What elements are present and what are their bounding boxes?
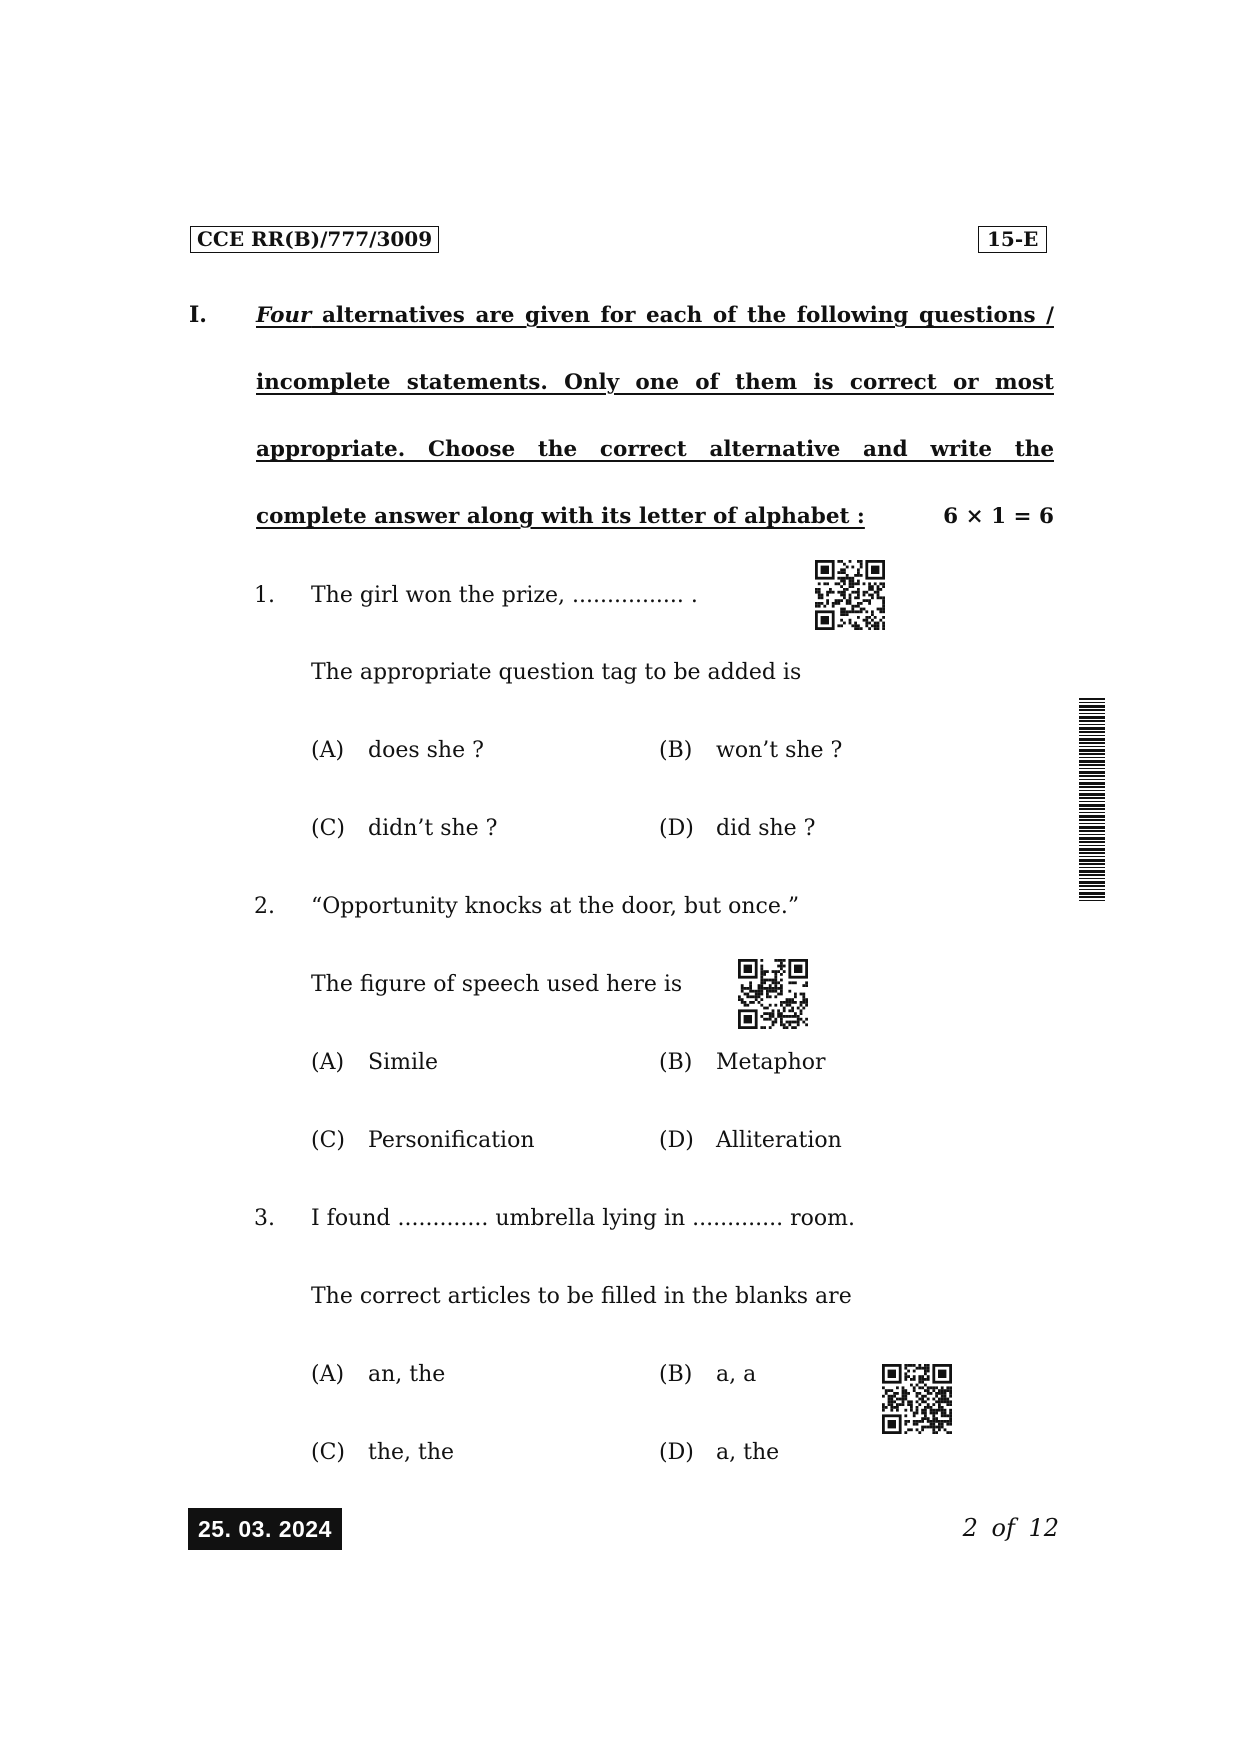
instruction-emphasis: Four — [256, 303, 312, 328]
question-3-number: 3. — [254, 1206, 275, 1231]
question-3-option-b-letter: (B) — [659, 1362, 693, 1387]
question-2-option-b: Metaphor — [716, 1050, 826, 1075]
question-2-option-c-letter: (C) — [311, 1128, 345, 1153]
question-1-option-b: won’t she ? — [716, 738, 843, 763]
qr-code-icon — [815, 560, 885, 630]
question-3-option-d: a, the — [716, 1440, 780, 1465]
question-3-option-c-letter: (C) — [311, 1440, 345, 1465]
question-3-option-a: an, the — [368, 1362, 446, 1387]
question-3-text: I found ............. umbrella lying in ............. room. — [311, 1206, 855, 1231]
question-1-option-a: does she ? — [368, 738, 484, 763]
question-2-option-d: Alliteration — [716, 1128, 842, 1153]
qr-code-icon — [882, 1364, 952, 1434]
instruction-line-1 — [256, 302, 1054, 330]
question-1-option-c: didn’t she ? — [368, 816, 498, 841]
question-3-option-b: a, a — [716, 1362, 757, 1387]
question-2-number: 2. — [254, 894, 275, 919]
question-2-option-d-letter: (D) — [659, 1128, 694, 1153]
question-3-prompt: The correct articles to be filled in the blanks are — [311, 1284, 852, 1309]
exam-code-box: CCE RR(B)/777/3009 — [190, 226, 439, 253]
qr-code-icon — [738, 959, 808, 1029]
question-2-option-b-letter: (B) — [659, 1050, 693, 1075]
question-2-option-a: Simile — [368, 1050, 439, 1075]
question-2-prompt: The figure of speech used here is — [311, 972, 683, 997]
question-2-option-a-letter: (A) — [311, 1050, 345, 1075]
page-indicator: 2 of 12 — [962, 1514, 1059, 1542]
instruction-line-3: appropriate. Choose the correct alternative and write the — [256, 437, 1054, 462]
instruction-line-1-rest: alternatives are given for each of the following questions / — [311, 303, 1054, 328]
question-1-option-b-letter: (B) — [659, 738, 693, 763]
question-1-number: 1. — [254, 583, 275, 608]
question-3-option-a-letter: (A) — [311, 1362, 345, 1387]
section-number: I. — [189, 302, 207, 328]
section-marks: 6 × 1 = 6 — [943, 504, 1054, 529]
instruction-line-4: complete answer along with its letter of alphabet : — [256, 504, 865, 529]
exam-date-badge: 25. 03. 2024 — [188, 1508, 342, 1550]
question-1-prompt: The appropriate question tag to be added is — [311, 660, 802, 685]
question-2-option-c: Personification — [368, 1128, 535, 1153]
question-1-option-c-letter: (C) — [311, 816, 345, 841]
question-2-text: “Opportunity knocks at the door, but once.” — [311, 894, 800, 919]
question-1-text: The girl won the prize, ................ . — [311, 583, 698, 608]
instruction-line-2: incomplete statements. Only one of them is correct or most — [256, 370, 1054, 395]
question-1-option-d: did she ? — [716, 816, 816, 841]
question-3-option-d-letter: (D) — [659, 1440, 694, 1465]
barcode-icon — [1079, 698, 1105, 903]
question-1-option-a-letter: (A) — [311, 738, 345, 763]
question-1-option-d-letter: (D) — [659, 816, 694, 841]
subject-code-box: 15-E — [978, 226, 1047, 253]
question-3-option-c: the, the — [368, 1440, 455, 1465]
